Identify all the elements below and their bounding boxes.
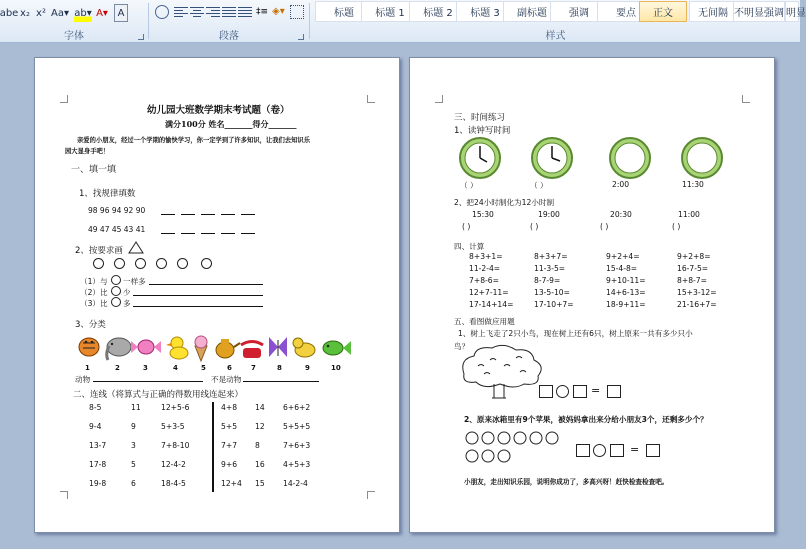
answer-box[interactable] [576,444,590,457]
calc-item: 8+8-7= [677,276,707,285]
draw-row-label: （1）与 [80,277,108,286]
answer-box[interactable] [539,385,553,398]
category-label: 不是动物 [211,375,242,384]
answer-box[interactable] [573,385,587,398]
draw-row-label: （2）比 [80,288,108,297]
duck-icon [166,337,188,359]
document-page-1[interactable] [34,57,400,533]
paragraph-dialog-launcher-icon[interactable] [298,34,304,40]
calc-item: 8-7-9= [534,276,561,285]
number-sequence: 49 47 45 43 41 [88,225,146,234]
calc-item: 9+10-11= [606,276,646,285]
expression: 7+8-10 [161,441,190,450]
number-sequence: 98 96 94 92 90 [88,206,146,215]
crop-mark [60,95,68,103]
expression: 4+8 [221,403,238,412]
styles-group-label: 样式 [545,31,566,42]
expression: 19-8 [89,479,107,488]
tiger-icon [79,338,99,356]
triangle-icon [128,241,144,254]
time-24h: 11:00 [678,210,700,219]
group-divider [309,3,310,39]
expression: 12+4 [221,479,242,488]
exam-subtitle: 满分100分 姓名_______得分_______ [165,119,297,129]
operator-circle[interactable] [556,385,569,398]
justify-icon[interactable] [222,5,236,19]
equals-sign: = [630,443,640,456]
answer-blank [161,214,175,215]
clock-icon [460,138,500,178]
crop-mark [367,491,375,499]
operator-circle[interactable] [593,444,606,457]
crop-mark [435,95,443,103]
expression: 5+5+5 [283,422,311,431]
answer-blank [201,214,215,215]
question-heading: 1、读钟写时间 [454,126,511,136]
calc-item: 8+3+1= [469,252,503,261]
ribbon [0,0,806,43]
clock-icon [682,138,722,178]
answer-line [93,381,203,382]
answer-blank: ( ) [672,222,681,231]
crop-mark [60,491,68,499]
question-heading: 3、分类 [75,320,106,330]
calc-item: 7+8-6= [469,276,499,285]
circle-shape [177,258,188,269]
expression: 13-7 [89,441,107,450]
butterfly-icon [269,337,287,357]
align-right-icon[interactable] [206,5,220,19]
result: 15 [255,479,265,488]
subscript-button[interactable]: x₂ [20,7,30,19]
style-subtle-emphasis[interactable]: 不明显强调 [733,1,785,22]
answer-blank: ( ) [462,222,471,231]
calc-item: 11-2-4= [469,264,501,273]
style-heading-2[interactable]: 标题 2 [409,1,467,22]
border-icon[interactable] [290,5,304,19]
question-heading: 1、找规律填数 [79,189,136,199]
answer-line [243,381,319,382]
exam-title: 幼儿园大班数学期末考试题（卷） [147,105,290,116]
intro-line: 园大显身手吧！ [65,148,110,155]
answer-blank [201,233,215,234]
expression: 4+5+3 [283,460,311,469]
font-color-button[interactable]: A▾ [96,7,108,19]
draw-row-label: 少 [123,288,131,297]
question-heading: 2、把24小时制化为12小时制 [454,198,555,207]
expression: 12-4-2 [161,460,186,469]
answer-blank [161,233,175,234]
expression: 5+5 [221,422,238,431]
circle-shape [156,258,167,269]
circle-shape [111,275,121,285]
circle-shape [135,258,146,269]
expression: 9+6 [221,460,238,469]
expression: 18-4-5 [161,479,186,488]
style-normal[interactable]: 正文 [639,1,687,22]
answer-line [133,295,263,296]
section-heading: 五、看图做应用题 [454,317,515,326]
clock-icon [610,138,650,178]
answer-box[interactable] [607,385,621,398]
expression: 6+6+2 [283,403,311,412]
style-emphasis[interactable]: 强调 [550,1,608,22]
style-title[interactable]: 标题 [315,1,373,22]
clock-answer: （ ） [460,181,478,190]
calc-item: 16-7-5= [677,264,709,273]
dog-icon [293,338,315,357]
answer-blank [181,233,195,234]
result: 5 [131,460,136,469]
calc-item: 11-3-5= [534,264,566,273]
answer-blank [221,214,235,215]
calc-item: 8+3+7= [534,252,568,261]
answer-blank: ( ) [600,222,609,231]
style-heading-1[interactable]: 标题 1 [361,1,419,22]
highlight-button[interactable]: ab▾ [74,4,92,22]
circle-shape [111,286,121,296]
answer-blank [181,214,195,215]
word-problem: 鸟？ [454,342,470,351]
answer-box[interactable] [610,444,624,457]
result: 16 [255,460,265,469]
calc-item: 15+3-12= [677,288,717,297]
section-heading: 三、时间练习 [454,113,506,123]
question-heading: 2、按要求画 [75,246,123,256]
document-page-2[interactable] [409,57,775,533]
answer-blank [241,214,255,215]
align-center-icon[interactable] [190,5,204,19]
asian-layout-icon[interactable] [155,5,169,19]
time-24h: 19:00 [538,210,560,219]
style-subtitle[interactable]: 副标题 [503,1,561,22]
fish-icon [323,341,351,355]
calc-item: 17-10+7= [534,300,574,309]
style-heading-3[interactable]: 标题 3 [456,1,514,22]
calc-item: 17-14+14= [469,300,514,309]
char-shading-button[interactable]: A [114,4,128,22]
line-spacing-icon[interactable]: ‡≡ [256,7,269,17]
style-intense[interactable]: 明显 [785,1,799,22]
clock-answer: 2:00 [612,180,630,189]
teapot-icon [216,339,240,358]
font-dialog-launcher-icon[interactable] [138,34,144,40]
intro-line: 亲爱的小朋友，经过一个学期的愉快学习，你一定学到了许多知识，让我们去知识乐 [77,137,310,144]
style-strong[interactable]: 要点 [597,1,655,22]
elephant-icon [107,338,131,360]
picture-number: 1 [85,364,90,372]
calc-item: 13-5-10= [534,288,570,297]
font-group-label: 字体 [64,31,84,42]
clock-icon [532,138,572,178]
result: 14 [255,403,265,412]
strikethrough-button[interactable]: abe [0,7,19,19]
picture-number: 8 [277,364,282,372]
expression: 7+7 [221,441,238,450]
calc-item: 21-16+7= [677,300,717,309]
section-heading: 一、填一填 [71,165,117,175]
calc-item: 18-9+11= [606,300,646,309]
section-heading: 四、计算 [454,242,485,251]
result: 3 [131,441,136,450]
category-label: 动物 [75,375,91,384]
result: 12 [255,422,265,431]
result: 9 [131,422,136,431]
align-left-icon[interactable] [174,5,188,19]
calc-item: 15-4-8= [606,264,638,273]
closing-message: 小朋友，走出知识乐园，说明你成功了，多高兴呀！赶快检查检查吧。 [464,478,669,486]
calc-item: 9+2+8= [677,252,711,261]
expression: 9-4 [89,422,102,431]
word-problem: 2、原来冰箱里有9个苹果，被妈妈拿出来分给小朋友3个，还剩多少个？ [464,415,708,424]
calc-item: 12+7-11= [469,288,509,297]
apples-icon [462,430,570,466]
circle-shape [114,258,125,269]
draw-row-label: 一样多 [123,277,146,286]
expression: 5+3-5 [161,422,185,431]
answer-blank [221,233,235,234]
result: 11 [131,403,141,412]
crop-mark [742,95,750,103]
word-problem: 1、树上飞走了2只小鸟，现在树上还有6只，树上原来一共有多少只小 [458,329,693,338]
calc-item: 9+2+4= [606,252,640,261]
classification-pictures [75,330,365,364]
expression: 8-5 [89,403,102,412]
expression: 12+5-6 [161,403,190,412]
candy-icon [131,340,161,354]
picture-number: 2 [115,364,120,372]
group-divider [148,3,149,39]
picture-number: 4 [173,364,178,372]
answer-box[interactable] [646,444,660,457]
crop-mark [367,95,375,103]
picture-number: 10 [331,364,341,372]
section-heading: 二、连线（将算式与正确的得数用线连起来） [73,390,244,400]
clock-row [456,136,736,180]
superscript-button[interactable]: x² [36,7,46,19]
answer-blank [241,233,255,234]
clock-answer: 11:30 [682,180,704,189]
paragraph-group [150,0,308,43]
style-no-spacing[interactable]: 无间隔 [689,1,737,22]
clock-answer: （ ） [530,181,548,190]
circle-shape [93,258,104,269]
paragraph-group-label: 段落 [219,31,239,42]
telephone-icon [241,342,263,359]
picture-number: 5 [201,364,206,372]
result: 6 [131,479,136,488]
result: 8 [255,441,260,450]
styles-group [311,0,806,43]
font-group [0,0,148,43]
picture-number: 6 [227,364,232,372]
expression: 17-8 [89,460,107,469]
equals-sign: = [591,384,601,397]
draw-row-label: 多 [123,299,131,308]
picture-number: 9 [305,364,310,372]
ice-cream-icon [195,336,207,361]
answer-line [133,306,263,307]
expression: 7+6+3 [283,441,311,450]
picture-number: 7 [251,364,256,372]
circle-shape [111,297,121,307]
draw-row-label: （3）比 [80,299,108,308]
shading-icon[interactable]: ◈▾ [272,6,285,17]
time-24h: 20:30 [610,210,632,219]
divider-line [212,402,214,492]
distributed-icon[interactable] [238,5,252,19]
circle-shape [201,258,212,269]
calc-item: 14+6-13= [606,288,646,297]
change-case-button[interactable]: Aa▾ [51,7,69,19]
answer-blank: ( ) [530,222,539,231]
time-24h: 15:30 [472,210,494,219]
picture-number: 3 [143,364,148,372]
answer-line [149,284,263,285]
expression: 14-2-4 [283,479,308,488]
